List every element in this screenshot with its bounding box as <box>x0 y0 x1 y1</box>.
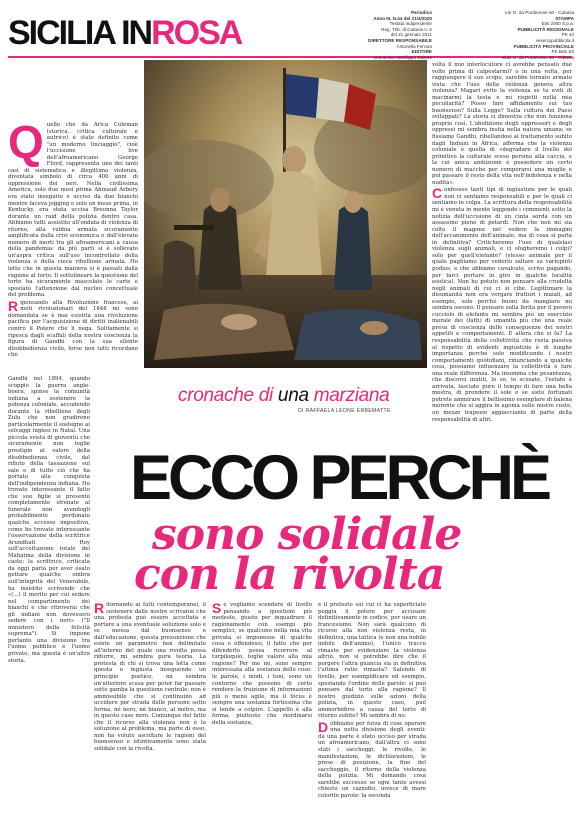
imprint-line: Anno III, N.44 del 21/4/2020 <box>373 15 432 21</box>
imprint-line: STAMPA <box>555 15 574 21</box>
article-paragraph: Gandhi nel 1894, quando scoppiò la guerra anglo-boera, spinse la comunità indiana a sostenere la potenza coloniale, accudendo durante la ribellione degli Zulu che non gradirono particolarmente il sostegno ai selvaggi inglesi in Natal. Una piccola svista di gioventù che sicuramente non toglie prestigio al valore della disobbedienza civile, dal rifiuto della tassazione sul sale e di tutto ciò che ha portato alla conquista dell'indipendenza indiana. Ho trovato interessante il fatto che sue figlie si presentò completamente sfrenate al funerale non avendogli probabilmente perdonato qualche eccesso impositivo, come ho trovato interessante l'osservazione della scrittrice Arundhati Roy sull'accettazione totale del Mahatma della divisione in caste; la scrittrice, criticata da oggi parla per aver osato gettare qualche ombra sull'integrità del Venerabile, ha insistito scrivendo che «(...) il merito per cui sedere nel compartimento dei bianchi e che ritroverai che gli indiani non dovessero sedere con i neri» ("Il ministero della felicità suprema"). Si impone pertanto una divisione tra l'uomo pubblico e l'uomo privato, ma questa è un'altra storia. <box>8 376 90 664</box>
imprint-line: del 21 gennaio 2011 <box>390 32 432 38</box>
article-paragraph: ipensando alla Rivoluzione francese, ai moti rivoluzionari del 1848 mi sono domandata se è mai esistita una rivoluzione pacifica per l'acquisizione di diritti inalienabili contro il Potere che li nega. Solitamente si ripesca dagli scaffali della nostra coscienza la figura di Gandhi con la sua silente disobbedienza civile, forse non tutti ricordano che <box>8 299 138 359</box>
article-paragraph: è il pretesto sui cui ci ha superficiato poggia il potere per accusare definitivamente in codice, per usare un francesismo. Non sarà qualcuno di ricorso alla non violenza resta, in definitiva, una tattica (e non una nobile indole dell'animo), l'unico tracco rimasto per evidenziare la violenza altrui, non si potrebbe dire che il porgere l'altra guancia sia in definitiva l'ultima ratio rimasta? Salendo di livello, per esemplificare ed esempio, spostando l'ordine delle parole: si può pensare dal torto alla ragione? Il nostro giudizio sulle azioni della polizia, in questo caso, può ammorbidirsi a causa del torto di ritorno subito? Mi sembra di no. <box>318 602 426 720</box>
imprint-line: Domenico Sanfilippo Editore <box>374 54 432 60</box>
masthead-brand-pink: ROSA <box>151 14 242 52</box>
imprint-line: viale O. da Pordenone 50 - Catania <box>501 54 574 60</box>
paragraph-initial: S <box>212 602 222 616</box>
article-column-2 <box>94 602 206 816</box>
kicker-pink: cronache <box>178 385 254 406</box>
article-paragraph: volta il mio interlocutore ci avrebbe pensato due volte prima di calpestarmi? o in una volta, per raggiungere il suo scopo, sarebbe tornato armato vista che l'uso della violenza genera altra violenza? Magari evito la violenza se tu eviti di macinarmi la testa e mi rispetti nella mia peculiarità? Posso fare affidamento sui tuo buonsenso? Sulla Legge? Sulla cultura dei Paesi sviluppati? La storia ci dimostra che non funziona proprio così. L'abolizione degli oppressori e degli oppressi mi sembra insita nella natura umana; se fissiamo Gandhi, ribellandosi al trattamento subito dagli Indiani in Africa, afferma che la violenza coloniale è quella di «degradare il livello del primitivo la culturale sceso persino alla caccia, e la cui unica ambizione è possedere un certo numero di mucche per comperarsi una moglie e poi passare il resto della vita nell'indolenza e nella nudità». <box>432 62 572 186</box>
imprint-line: DIRETTORE RESPONSABILE <box>368 37 432 43</box>
imprint-line: v.le O. da Pordenone 50 - Catania <box>504 10 574 15</box>
article-column-1-lower <box>8 376 90 816</box>
article-paragraph: onfessso tanti tipi di ingiustizie per le quali non ci sentiamo responsabili e per le quali ci sentiamo in colpa. La scrittura della responsabilità mi è venuta in mente leggendo i commenti sotto la notizia dell'uccisione di un cinta sorda con un assassino pieno di petardi. Non che non mi sia colto il magone nel vedere la immagini dell'accanimento dell'animale, ma di cosa si parla in definitiva? Criticheremo l'uso di qualsiasi violenza sugli animali, e ci sfogheremo i colpi? solo per quell'elefante? (stesso animale per il quale paghiamo per vederlo saltare su variopinti podios, e che abbiamo cavalcato, scrive pagando, per farci portare in giro in qualche località esotica). Non ho potuto non pensare alla crudeltà negli animali di cui ci si cibe. Legittimare la disumanità non era vergare fratturi i maiali, ad esempio, solo perché buoni da mangiare mi sembra osceno. Il pensare sulla ferita per il povero cucciolo di elefante mi sembra più un esercizio morale dei (fatti) di umanità più che una reale presa di coscienza delle conseguenze dei nostri appetiti e comportamenti. È allora che si fa? La responsabilità della collettività che resta passiva al rispetto di evidenti ingiustizie è di lunghe importanza perché solo modificando i nostri comportamenti quotidiani, rinunciando a qualche cosa, possiamo influenzare la collettività e fare una reale differenza. Ma insomma che pesantezza, che discorsi inutili, lo so, io scusate, l'estate è arrivata, lasciate pure il tempo di fare una bella mostra, di prendere il sole e se siete fortunati potrete ammirare il bellissimo esemplare di balena morente che si aggira in agonia sulle nostre coste, un mezzo trapezio aggiacciante di parte della responsabilità di altri. <box>432 187 572 423</box>
imprint-line: Antonella Ferrara <box>396 43 432 49</box>
imprint-line: Periodico <box>411 10 432 15</box>
kicker-end: marziana <box>313 385 390 406</box>
imprint-line: PUBBLICITÀ REGIONALE <box>517 26 574 32</box>
imprint-line: www.rppubblicita.it <box>535 37 574 43</box>
kicker-connector: di <box>253 385 278 406</box>
article-column-2b <box>212 602 312 816</box>
paragraph-initial: R <box>8 297 19 314</box>
article-subhead-line-2: con la rivolta <box>134 549 445 600</box>
imprint-line: Etis 2000 S.p.a. <box>541 21 574 27</box>
imprint-line: PK srl <box>561 32 574 38</box>
painting-illustration <box>144 60 427 368</box>
article-paragraph: e vogliamo scendere di livello pensando a questioni più modeste, giusto per inquadrare il ragionamento con esempi più semplici, se qualcuno nella mia vita privata si imponesse di qualche cosa o offendessi, il fatto che per difenderlo possa ricorrere al turpiloquio, toglie valore alla mia ragione? Per me no, sono sempre interessata alla sostanza delle cose: le parole, i modi, i toni, sono un contorno che possono di certo rendere la fruizione di informazioni più o meno agile, ma il focus è sempre una sostanza fortissima che si tende a colpire. L'appello è alla forma, piuttosto che riordinarsi della sostanza, <box>212 602 312 726</box>
imprint-right <box>486 10 574 60</box>
masthead <box>8 14 338 54</box>
masthead-brand-black: SICILIA IN <box>8 14 152 52</box>
imprint-left <box>360 10 432 60</box>
article-subhead-line-1: sono solidale <box>152 509 462 560</box>
article-paragraph: uello che da Arica Coleman (storica, critica culturale e autrice) è stato definito come "un moderno linciaggio", cioè l'uccisione live dell'afroamericano George Floyd, rappresenta uno dei tanti casi di sistematica e illegittima violenza, diventata simbolo di circa 400 anni di oppressione dei neri. Nella civilissima America, solo due mesi prima Ahmaud Arbery era stato inseguito e ucciso da due bianchi mentre faceva jogging e solo un mese prima, in Kentucky, era stata uccisa Breonna Taylor durante un raid della polizia dentro casa. Abbiamo tutti assistito all'ondata di violenza di ritorno, alla rabbia armata sicuramente amplificata dalla crisi economica e dall'elevato numero di morti tra gli afroamericani a causa della pandemia: da più parti si è sollevato un'aspra critica sull'uso incontrollato della violenza e della cieca ribellione armata. Ho letto che in questa maniera si è passati dalla ragione al torto. Il sottolineare la questione del torto ha sicuramente mascelato le carte e spostato l'attenzione dal nucleo concettuale del problema. <box>8 122 138 299</box>
article-headline: ECCO PERCHÈ <box>130 443 549 513</box>
article-column-4 <box>432 62 572 814</box>
article-painting <box>144 60 427 368</box>
imprint-line: PK Beb Srl <box>551 49 574 55</box>
article-paragraph: obbiamo per forza di cose operare una netta divisione degli eventi: da una parte è stato ucciso per strada un afroamericano, dall'altra ci sono stati i saccheggi, le rivolte, le manifestazioni, le dichiarazioni, le prese di posizione, la fine del saccheggio, il ritorno della violenza della polizia. Mi domando cosa sarebbe successo se ogni tanto avessi chiesto un cazzotto, invece di mare colorite parole: la seconda <box>318 720 426 799</box>
kicker-black: una <box>277 385 314 406</box>
paragraph-initial: R <box>94 602 105 616</box>
imprint-line: Testata indipendente <box>389 21 432 27</box>
article-byline: DI RAFFAELA LEONE ERBEMATTE <box>298 408 391 414</box>
imprint-line: Reg. Trib. di Catania n. 6 <box>381 26 432 32</box>
paragraph-initial: D <box>318 718 329 735</box>
article-paragraph: itornando ai fatti contemporanei, il sostenere dalle nostre scrivanie che una protesta può essere accettata e portare a una eventuale soluzione solo e se mossa dal buonsenso e dall'educazione, questa presunzione che esiste un parametro ben delimitato all'interno del quale una rivolta possa ridurre, mi sembra pura teoria. La protesta di chi si trova una lotta come questa o ingiusta inseguendo un principio poetico, mi sembra un'ulteriore scusa per poter far passare sotto gamba la questione centrale: non è ammissibile che si continuino ad uccidere per strada delle persone sotto forma, né nero, né bianco, al metro, ma in questo caso nero. Comunque del fatto che il ricorso alla violenza non è la soluzione al problema, ma parte di esso, non ha voluto ascoltare le ragioni del buonsenso e istintivamente sono stata solidale con la rivolta. <box>94 602 206 753</box>
article-kicker <box>178 385 389 407</box>
article-column-3 <box>318 602 426 816</box>
article-column-1 <box>8 122 138 374</box>
dropcap: Q <box>8 122 44 168</box>
imprint-line: EDITORE <box>411 49 432 55</box>
imprint-line: PUBBLICITÀ PROVINCIALE <box>513 43 574 49</box>
paragraph-initial: C <box>432 185 443 202</box>
